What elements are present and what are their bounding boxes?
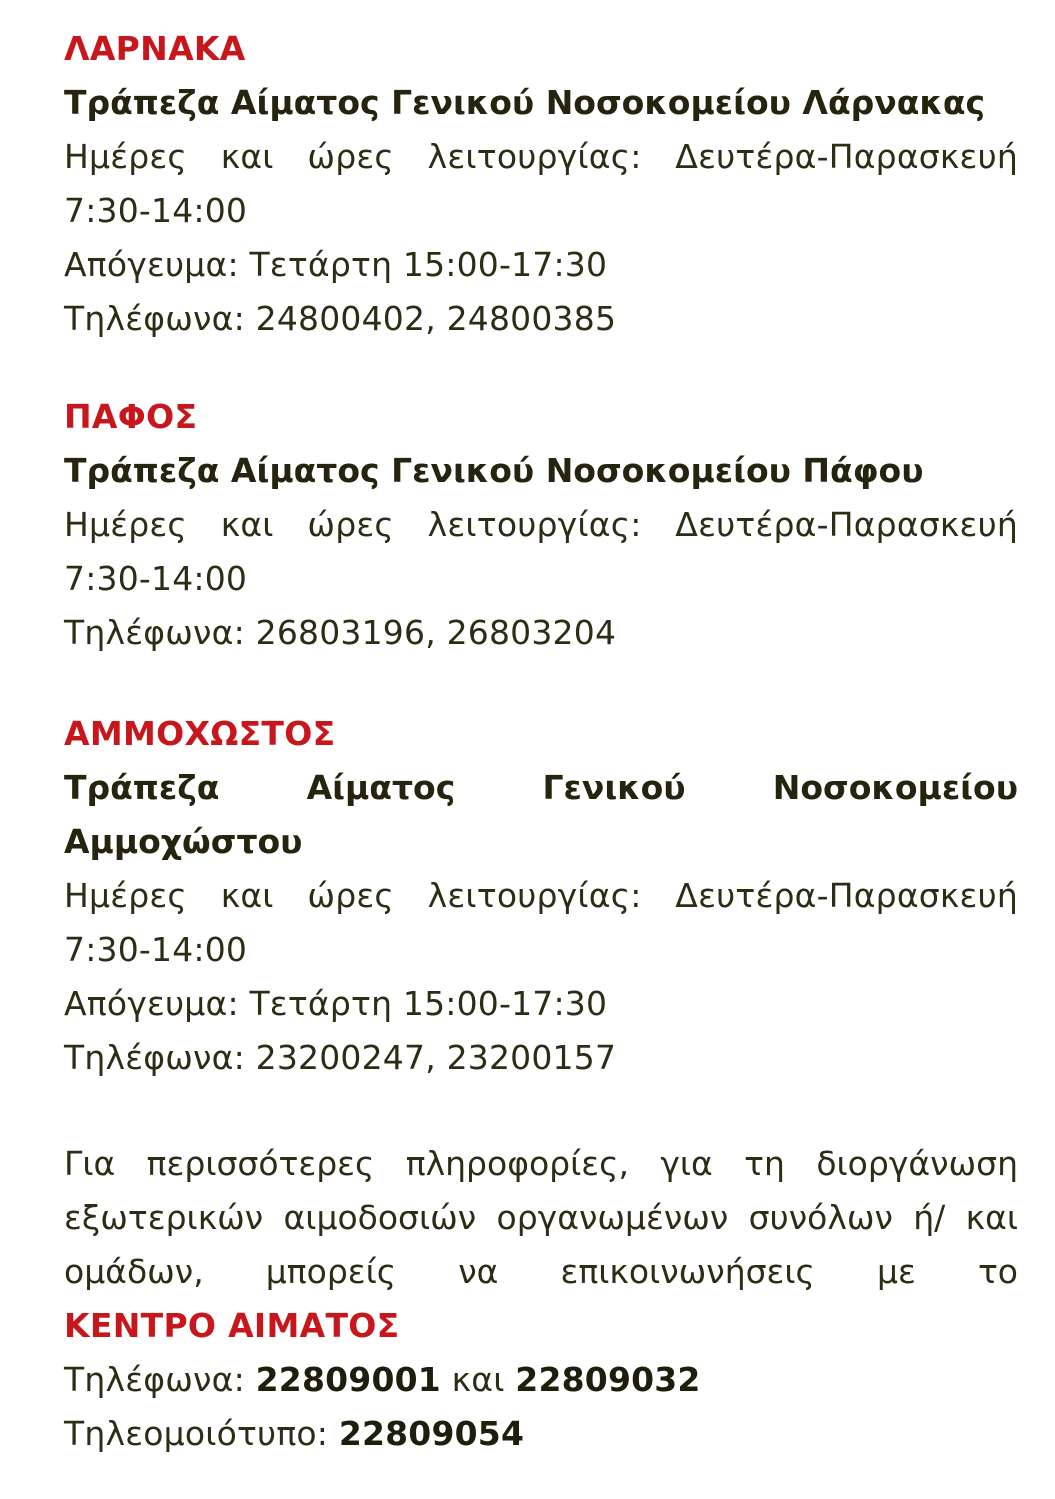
center-phone-1: 22809001 [255, 1360, 441, 1399]
bank-name: Τράπεζα Αίματος Γενικού Νοσοκομείου Αμμοχώστου [64, 768, 1018, 861]
city-heading: ΛΑΡΝΑΚΑ [64, 29, 246, 68]
section-larnaca [64, 22, 1018, 346]
afternoon-hours: Απόγευμα: Τετάρτη 15:00-17:30 [64, 245, 608, 284]
phone-numbers: Τηλέφωνα: 23200247, 23200157 [64, 1038, 617, 1077]
section-famagusta [64, 707, 1018, 1085]
blood-center-heading: ΚΕΝΤΡΟ ΑΙΜΑΤΟΣ [64, 1306, 400, 1345]
phone-numbers: Τηλέφωνα: 24800402, 24800385 [64, 299, 617, 338]
operating-hours: Ημέρες και ώρες λειτουργίας: Δευτέρα-Παρασκευή 7:30-14:00 [64, 137, 1018, 230]
center-phones [64, 1353, 1018, 1407]
center-fax [64, 1407, 1018, 1461]
city-heading: ΑΜΜΟΧΩΣΤΟΣ [64, 714, 336, 753]
phones-label: Τηλέφωνα: [64, 1360, 256, 1399]
afternoon-hours: Απόγευμα: Τετάρτη 15:00-17:30 [64, 984, 608, 1023]
operating-hours: Ημέρες και ώρες λειτουργίας: Δευτέρα-Παρασκευή 7:30-14:00 [64, 505, 1018, 598]
city-heading: ΠΑΦΟΣ [64, 397, 198, 436]
info-paragraph: Για περισσότερες πληροφορίες, για τη διοργάνωση εξωτερικών αιμοδοσιών οργανωμένων συνόλων ή/ και ομάδων, μπορείς να επικοινωνήσεις με το [64, 1144, 1018, 1291]
fax-number: 22809054 [338, 1414, 525, 1453]
section-paphos [64, 390, 1018, 660]
center-phone-2: 22809032 [515, 1360, 701, 1399]
fax-label: Τηλεομοιότυπο: [64, 1414, 339, 1453]
section-blood-center [64, 1137, 1018, 1461]
bank-name: Τράπεζα Αίματος Γενικού Νοσοκομείου Λάρνακας [64, 83, 986, 122]
bank-name: Τράπεζα Αίματος Γενικού Νοσοκομείου Πάφου [64, 451, 924, 490]
phones-conjunction: και [440, 1360, 516, 1399]
operating-hours: Ημέρες και ώρες λειτουργίας: Δευτέρα-Παρασκευή 7:30-14:00 [64, 876, 1018, 969]
blood-bank-listing [64, 22, 1018, 1461]
phone-numbers: Τηλέφωνα: 26803196, 26803204 [64, 613, 617, 652]
